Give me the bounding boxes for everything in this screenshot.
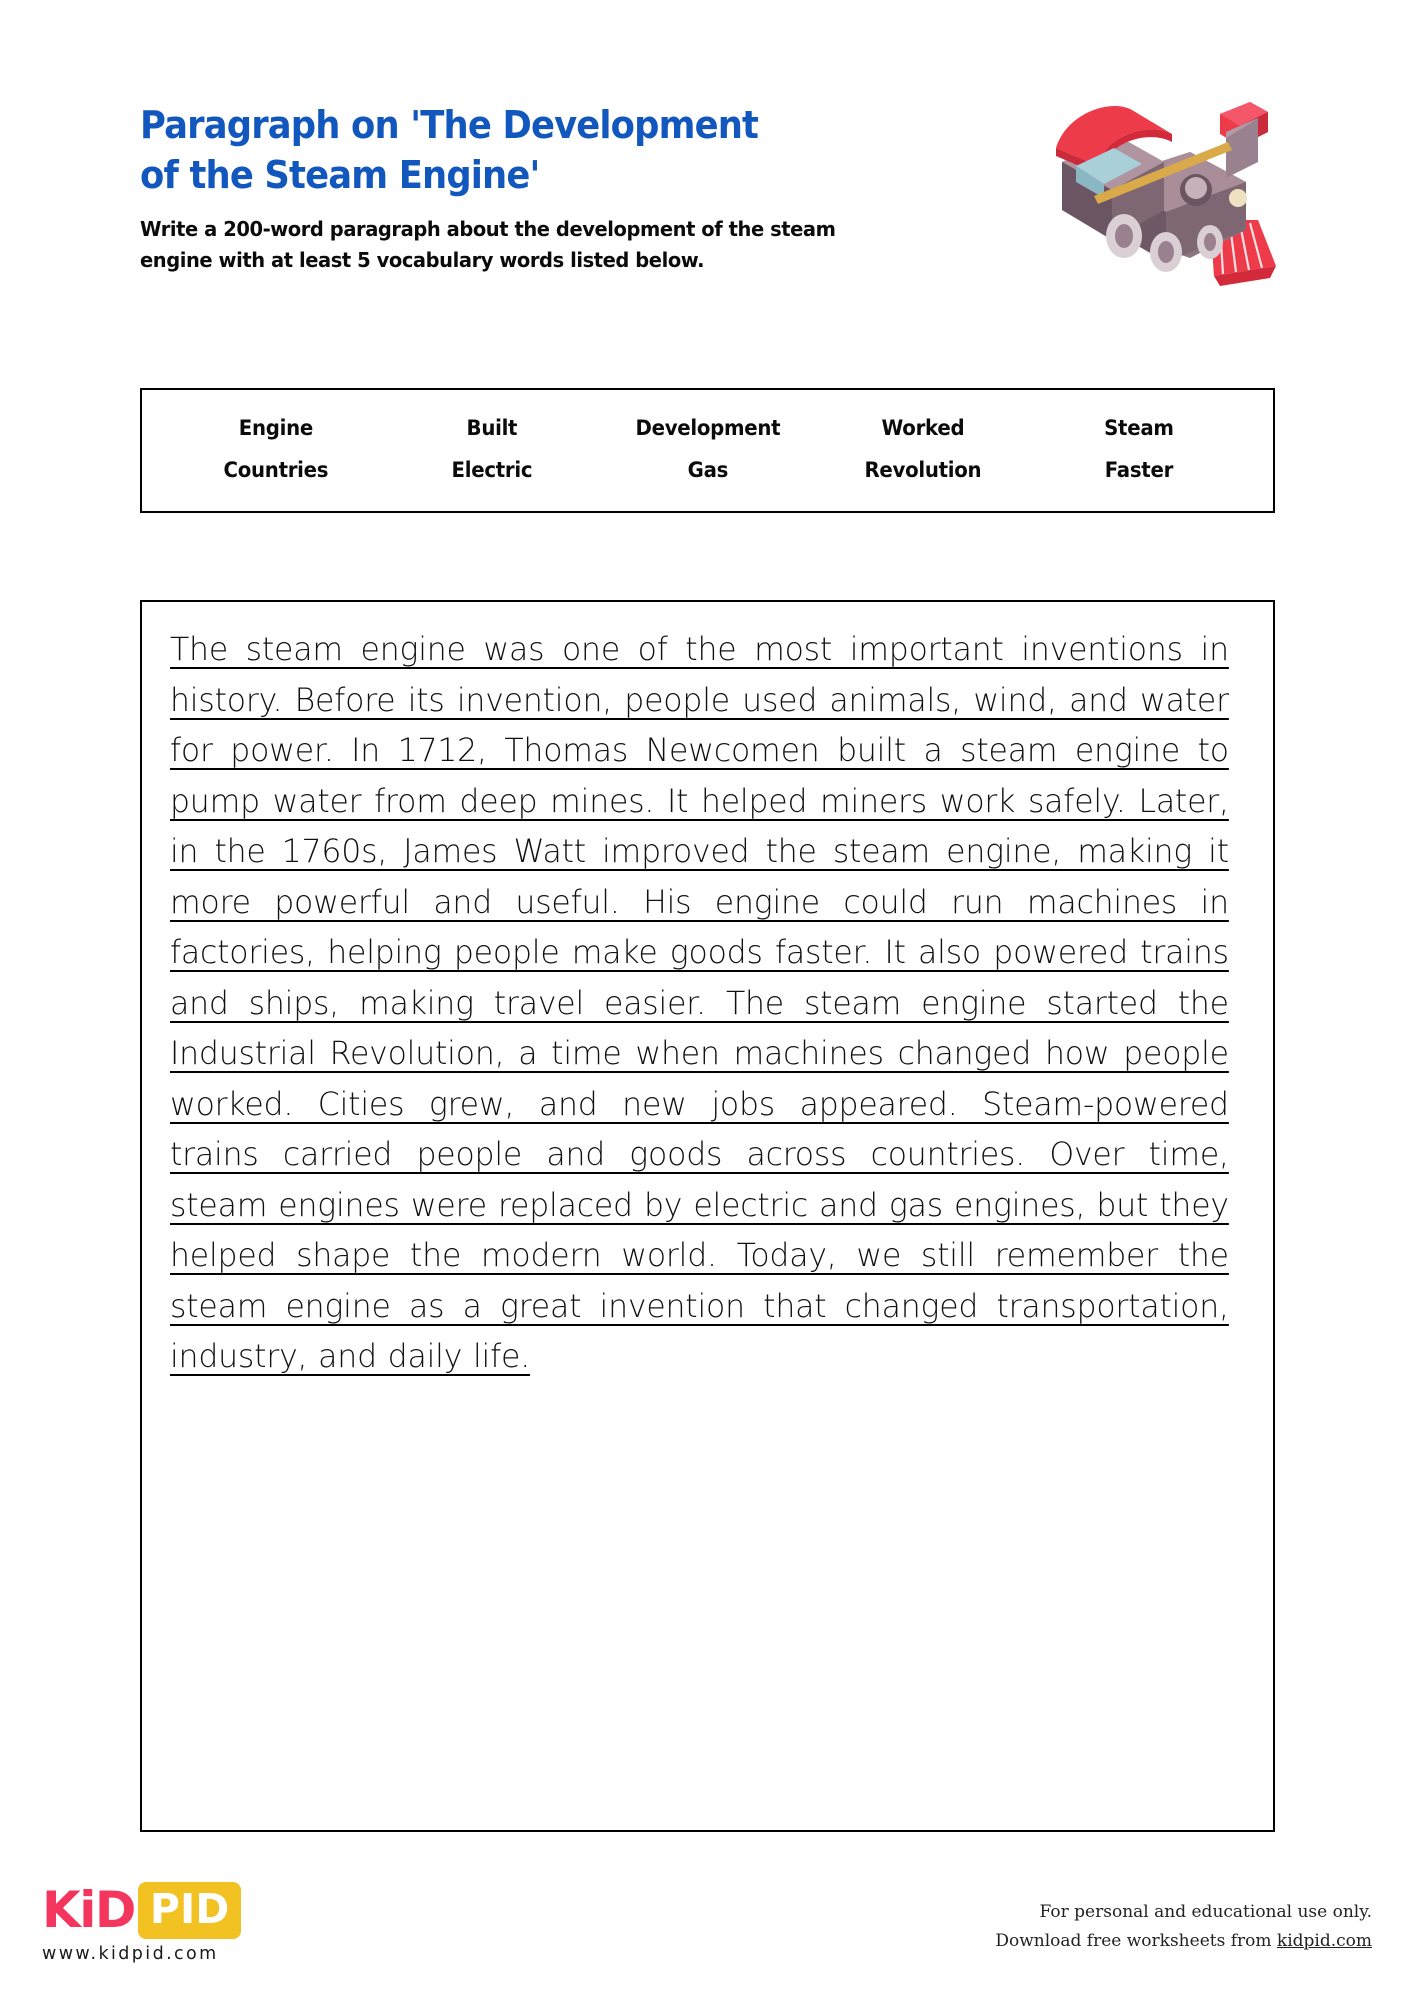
vocabulary-word: Revolution — [864, 457, 982, 482]
vocabulary-word: Countries — [223, 457, 329, 482]
logo-kid-text: KiD — [42, 1881, 135, 1939]
logo-mark — [42, 1883, 372, 1937]
vocabulary-word: Worked — [881, 415, 965, 440]
kidpid-link[interactable]: kidpid.com — [1276, 1931, 1372, 1952]
logo-website-url: www.kidpid.com — [42, 1944, 219, 1964]
page-title: Paragraph on 'The Development of the Steam Engine' — [140, 103, 759, 198]
answer-box[interactable] — [140, 600, 1275, 1832]
footer-download-prefix: Download free worksheets from — [995, 1931, 1277, 1952]
vocabulary-word: Engine — [238, 415, 313, 440]
footer-usage-notice — [995, 1898, 1372, 1956]
vocabulary-word: Development — [635, 415, 780, 440]
vocabulary-word: Steam — [1104, 415, 1174, 440]
instruction-text: Write a 200-word paragraph about the development of the steam engine with at least 5 vocabulary words listed below. — [140, 217, 836, 273]
answer-paragraph: The steam engine was one of the most important inventions in history. Before its invention, people used animals, wind, and water for power. In 1712, Thomas Newcomen built a steam engine to pump water from deep mines. It helped miners work safely. Later, in the 1760s, James Watt improved the steam engine, making it more powerful and useful. His engine could run machines in factories, helping people make goods faster. It also powered trains and ships, making travel easier. The steam engine started the Industrial Revolution, a time when machines changed how people worked. Cities grew, and new jobs appeared. Steam-powered trains carried people and goods across countries. Over time, steam engines were replaced by electric and gas engines, but they helped shape the modern world. Today, we still remember the steam engine as a great invention that changed transportation, industry, and daily life. — [170, 630, 1229, 1375]
footer-usage-line: For personal and educational use only. — [1039, 1902, 1372, 1923]
worksheet-header — [140, 100, 1260, 276]
vocabulary-word: Faster — [1104, 457, 1174, 482]
vocabulary-word: Built — [466, 415, 518, 440]
vocabulary-word: Electric — [451, 457, 533, 482]
logo-pid-badge: PID — [138, 1882, 241, 1939]
vocabulary-word: Gas — [687, 457, 728, 482]
vocabulary-box — [140, 388, 1275, 513]
vocabulary-row — [168, 449, 1247, 491]
kidpid-logo — [42, 1883, 372, 1964]
vocabulary-row — [168, 407, 1247, 449]
page-footer — [0, 1830, 1414, 2000]
footer-download-line — [995, 1927, 1372, 1956]
